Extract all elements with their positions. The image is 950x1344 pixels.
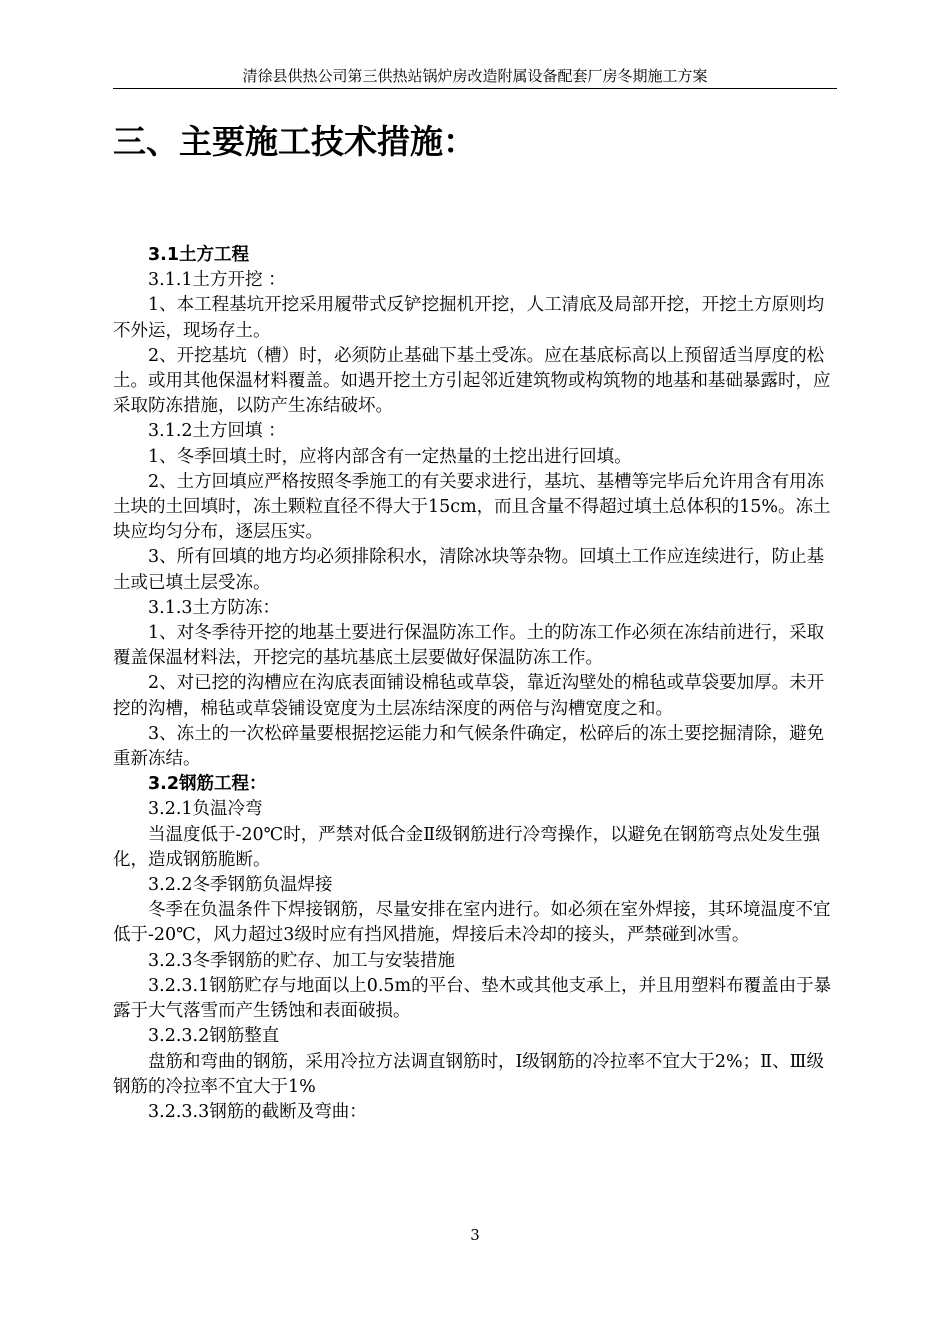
body-paragraph: 1、本工程基坑开挖采用履带式反铲挖掘机开挖，人工清底及局部开挖，开挖土方原则均不外运，现场存土。 (113, 295, 825, 341)
body-paragraph: 3.2.3.1钢筋贮存与地面以上0.5m的平台、垫木或其他支承上，并且用塑料布覆盖由于暴露于大气落雪而产生锈蚀和表面破损。 (113, 975, 832, 1022)
body-paragraph: 冬季在负温条件下焊接钢筋，尽量安排在室内进行。如必须在室外焊接，其环境温度不宜低于-20℃，风力超过3级时应有挡风措施，焊接后未冷却的接头，严禁碰到冰雪。 (113, 900, 831, 946)
sub-subsection-heading: 3.1.1土方开挖 ： (148, 270, 286, 291)
page-number: 3 (470, 1226, 480, 1244)
sub-subsection-heading: 3.2.2冬季钢筋负温焊接 (148, 875, 333, 896)
body-paragraph: 盘筋和弯曲的钢筋，采用冷拉方法调直钢筋时，Ⅰ级钢筋的冷拉率不宜大于2%；Ⅱ、Ⅲ级钢筋的冷拉率不宜大于1% (113, 1051, 824, 1097)
subsection-heading: 3.1土方工程 (148, 245, 250, 265)
sub-subsection-heading: 3.2.3.2钢筋整直 (148, 1026, 280, 1047)
sub-subsection-heading: 3.2.3冬季钢筋的贮存、加工与安装措施 (148, 950, 456, 971)
body-paragraph: 3、所有回填的地方均必须排除积水，清除冰块等杂物。回填土工作应连续进行，防止基土或已填土层受冻。 (113, 547, 825, 593)
body-paragraph: 1、冬季回填土时，应将内部含有一定热量的土挖出进行回填。 (148, 446, 632, 467)
sub-subsection-heading: 3.1.3土方防冻： (148, 597, 281, 618)
sub-subsection-heading: 3.2.1负温冷弯 (148, 799, 263, 820)
body-paragraph: 2、土方回填应严格按照冬季施工的有关要求进行，基坑、基槽等完毕后允许用含有用冻土块的土回填时，冻土颗粒直径不得大于15cm，而且含量不得超过填土总体积的15%。冻土块应均匀分布，逐层压实。 (113, 471, 831, 543)
running-header: 清徐县供热公司第三供热站锅炉房改造附属设备配套厂房冬期施工方案 (242, 67, 708, 85)
sub-subsection-heading: 3.1.2土方回填 ： (148, 421, 286, 442)
subsection-heading: 3.2钢筋工程： (148, 774, 267, 795)
body-paragraph: 1、对冬季待开挖的地基土要进行保温防冻工作。土的防冻工作必须在冻结前进行，采取覆盖保温材料法，开挖完的基坑基底土层要做好保温防冻工作。 (113, 623, 825, 669)
body-paragraph: 2、对已挖的沟槽应在沟底表面铺设棉毡或草袋，靠近沟壁处的棉毡或草袋要加厚。未开挖的沟槽，棉毡或草袋铺设宽度为土层冻结深度的两倍与沟槽宽度之和。 (113, 673, 825, 719)
header-rule (113, 88, 837, 89)
sub-subsection-heading: 3.2.3.3钢筋的截断及弯曲： (148, 1101, 367, 1122)
document-body (113, 243, 837, 1125)
body-paragraph: 3、冻土的一次松碎量要根据挖运能力和气候条件确定，松碎后的冻土要挖掘清除，避免重新冻结。 (113, 723, 825, 770)
body-paragraph: 当温度低于-20℃时，严禁对低合金Ⅱ级钢筋进行冷弯操作，以避免在钢筋弯点处发生强化，造成钢筋脆断。 (113, 824, 821, 870)
section-title: 三、主要施工技术措施： (113, 122, 476, 161)
body-paragraph: 2、开挖基坑（槽）时，必须防止基础下基土受冻。应在基底标高以上预留适当厚度的松土。或用其他保温材料覆盖。如遇开挖土方引起邻近建筑物或构筑物的地基和基础暴露时，应采取防冻措施，以防产生冻结破坏。 (113, 345, 831, 417)
